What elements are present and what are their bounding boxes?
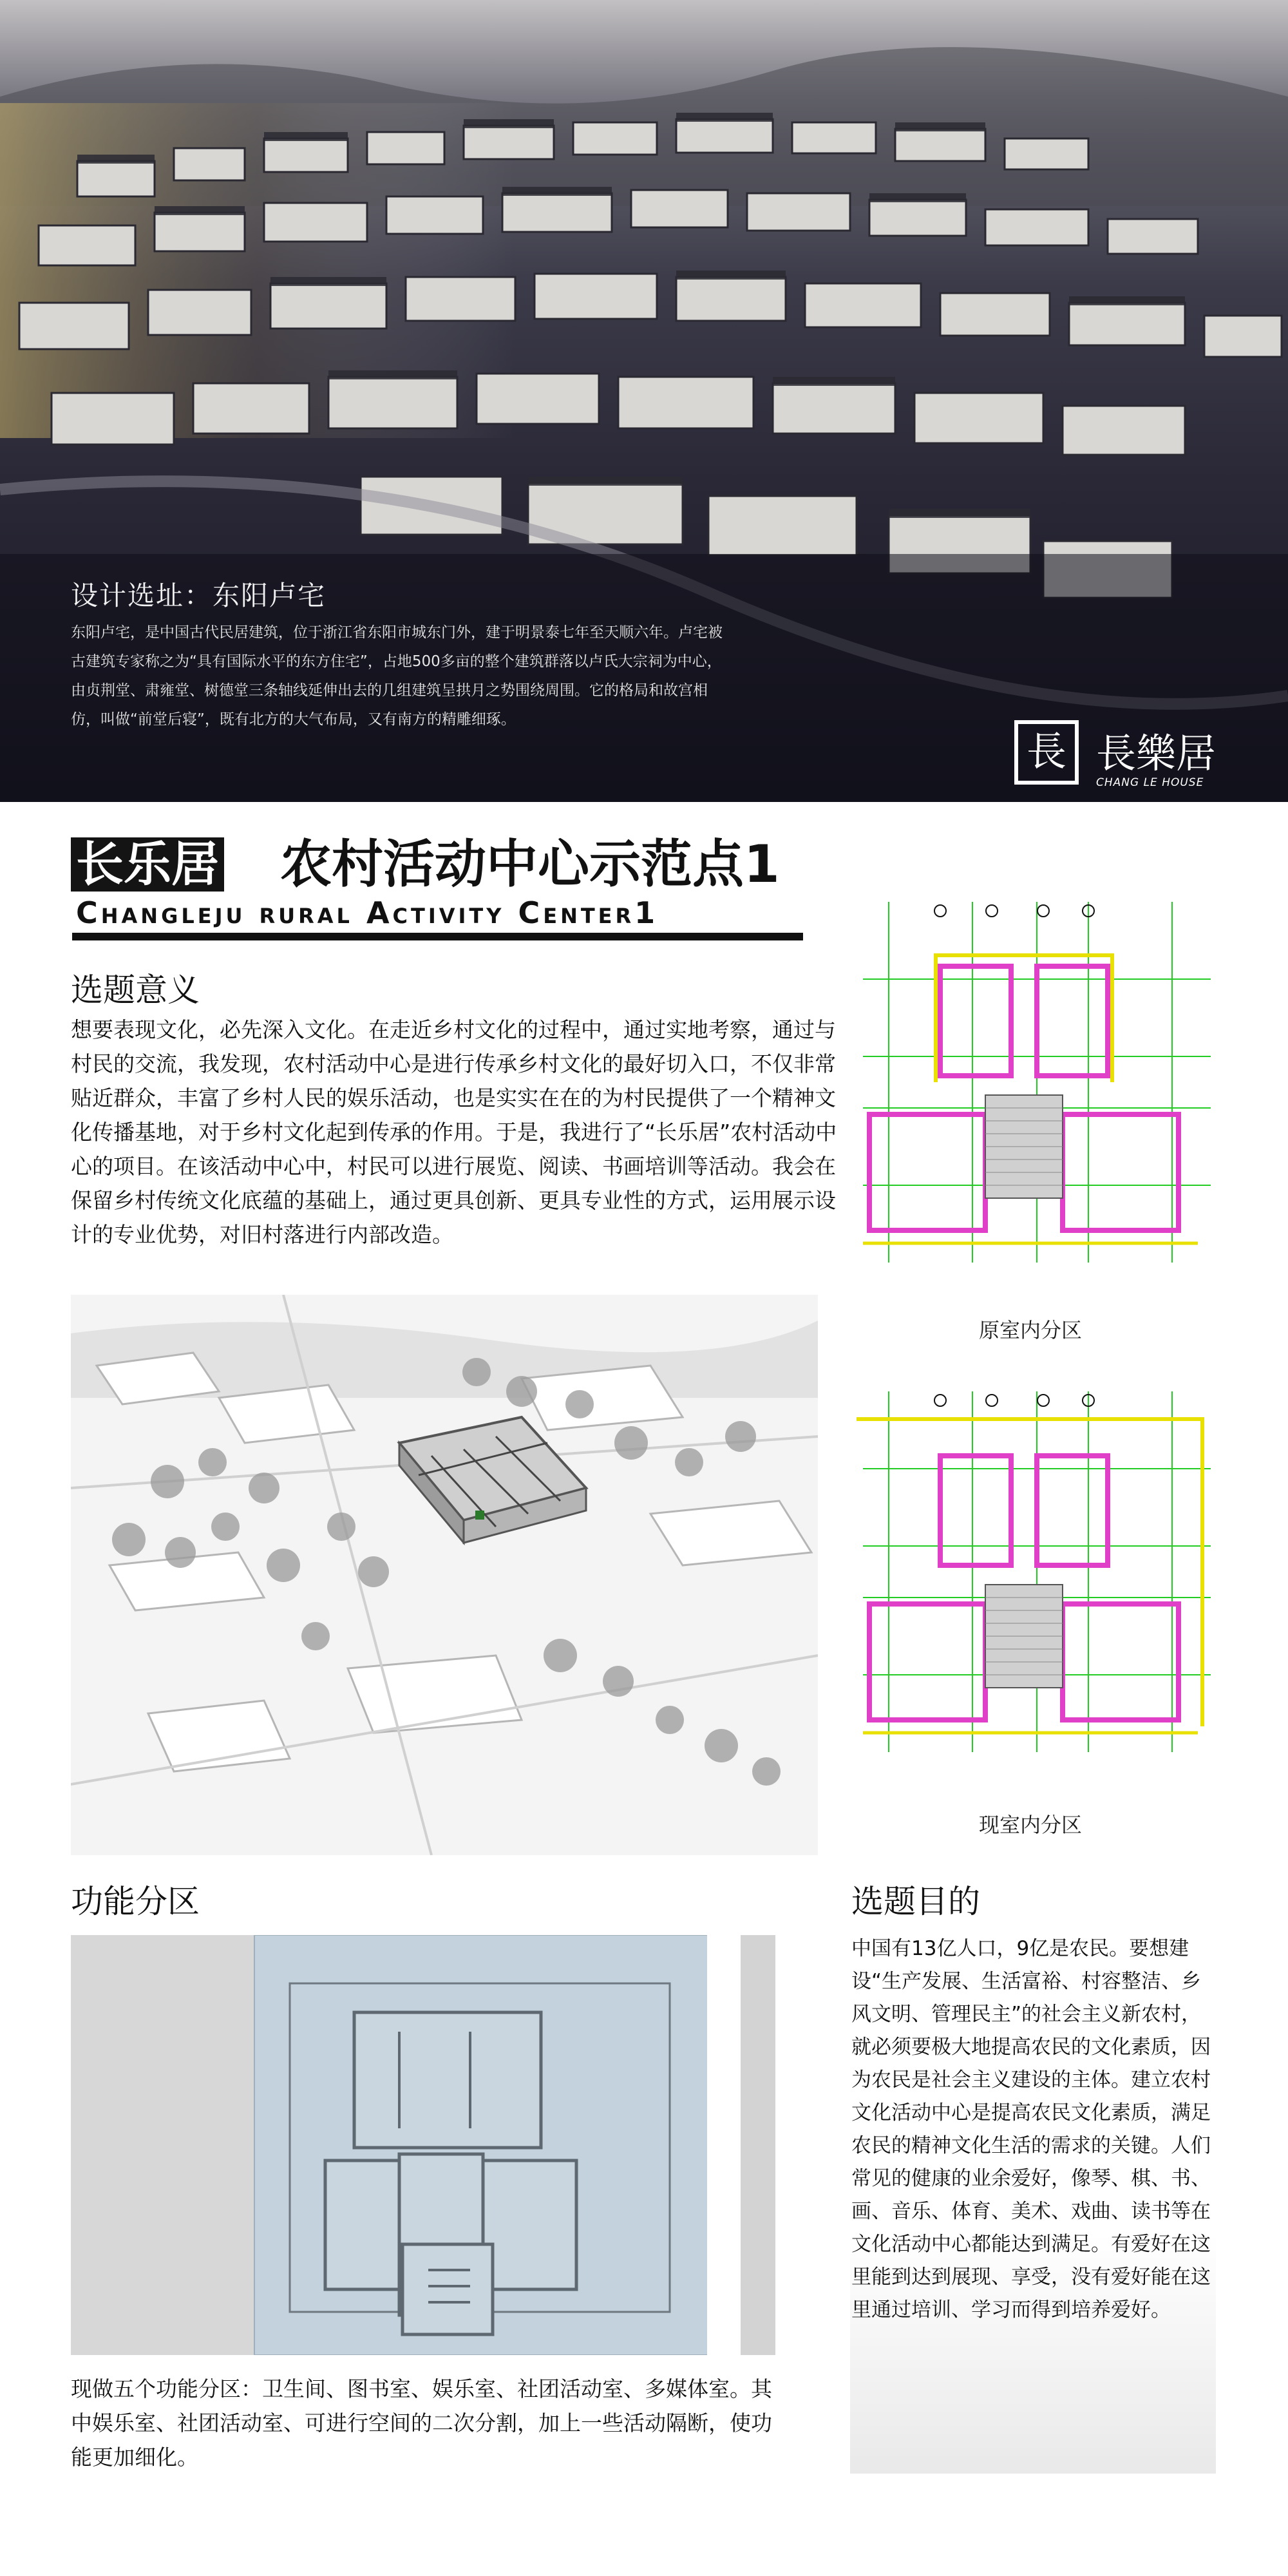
- title-underline: [72, 933, 803, 940]
- logo-seal: 長: [1014, 720, 1079, 785]
- current-plan-caption: 现室内分区: [978, 1813, 1082, 1837]
- functions-body: 现做五个功能分区：卫生间、图书室、娱乐室、社团活动室、多媒体室。其中娱乐室、社团活动室、可进行空间的二次分割，加上一些活动隔断，使功能更加细化。: [71, 2376, 772, 2470]
- logo-name: 長樂居: [1096, 730, 1217, 777]
- zoning-side-strip: [741, 1935, 775, 2355]
- site-model-render: [71, 1295, 818, 1855]
- functions-heading: 功能分区: [71, 1883, 200, 1920]
- significance-body: 想要表现文化，必先深入文化。在走近乡村文化的过程中，通过实地考察，通过与村民的交流，我发现，农村活动中心是进行传承乡村文化的最好切入口，不仅非常贴近群众，丰富了乡村人民的娱乐活动，也是实实在在的为村民提供了一个精神文化传播基地，对于乡村文化起到传承的作用。于是，我进行了“长乐居”农村活动中心的项目。在该活动中心中，村民可以进行展览、阅读、书画培训等活动。我会在保留乡村传统文化底蕴的基础上，通过更具创新、更具专业性的方式，运用展示设计的专业优势，对旧村落进行内部改造。: [71, 1017, 837, 1247]
- hero-aerial-render: [0, 0, 1288, 802]
- current-floor-plan: [844, 1391, 1217, 1765]
- location-title: 设计选址：东阳卢宅: [71, 580, 327, 611]
- location-description: 东阳卢宅，是中国古代民居建筑，位于浙江省东阳市城东门外，建于明景泰七年至天顺六年。卢宅被古建筑专家称之为“具有国际水平的东方住宅”，占地500多亩的整个建筑群落以卢氏大宗祠为中心，由贞荆堂、肃雍堂、树德堂三条轴线延伸出去的几组建筑呈拱月之势围绕周围。它的格局和故宫相仿，叫做“前堂后寝”，既有北方的大气布局，又有南方的精雕细琢。: [71, 624, 723, 728]
- zoning-diagram: [71, 1935, 707, 2355]
- page-title: 农村活动中心示范点1: [280, 834, 780, 894]
- original-floor-plan: [844, 902, 1217, 1275]
- title-brand: 长乐居: [71, 837, 224, 892]
- page-title-english: Changleju rural Activity Center1: [76, 895, 659, 930]
- purpose-body: 中国有13亿人口，9亿是农民。要想建设“生产发展、生活富裕、村容整洁、乡风文明、管理民主”的社会主义新农村，就必须要极大地提高农民的文化素质，因为农民是社会主义建设的主体。建立农村文化活动中心是提高农民文化素质，满足农民的精神文化生活的需求的关键。人们常见的健康的业余爱好，像琴、棋、书、画、音乐、体育、美术、戏曲、读书等在文化活动中心都能达到满足。有爱好在这里能到达到展现、享受，没有爱好能在这里通过培训、学习而得到培养爱好。: [851, 1937, 1211, 2322]
- zoning-diagram-panel: [71, 1935, 707, 2355]
- purpose-heading: 选题目的: [851, 1883, 980, 1920]
- logo-english: CHANG LE HOUSE: [1096, 776, 1204, 789]
- original-plan-caption: 原室内分区: [978, 1318, 1082, 1342]
- significance-heading: 选题意义: [71, 971, 200, 1009]
